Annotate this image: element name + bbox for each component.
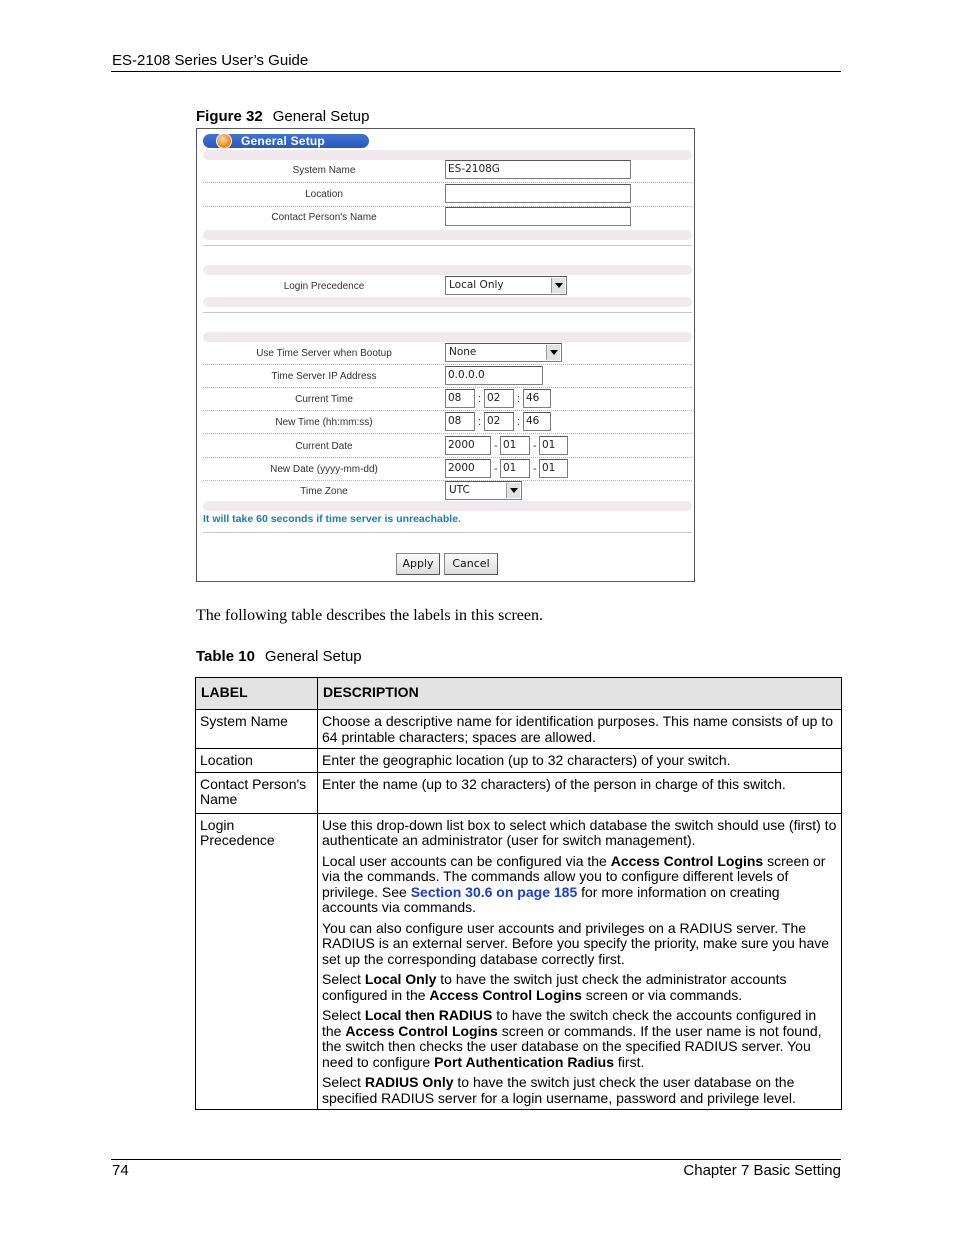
section-band	[203, 297, 692, 307]
table-row	[196, 772, 842, 813]
current-time-minute[interactable]: 02	[484, 389, 514, 408]
orange-orb-icon	[216, 133, 232, 149]
current-date-label: Current Date	[295, 441, 353, 452]
row-label: Login Precedence	[196, 813, 318, 1110]
table-caption	[196, 648, 362, 665]
row-divider	[203, 182, 692, 183]
panel-title: General Setup	[241, 134, 325, 148]
row-divider	[203, 457, 692, 458]
table-row	[196, 710, 842, 749]
table-row	[196, 749, 842, 773]
row-description: Enter the name (up to 32 characters) of the person in charge of this switch.	[318, 772, 842, 813]
time-zone-select[interactable]	[445, 481, 522, 500]
login-desc-p2	[322, 854, 837, 916]
new-time-label: New Time (hh:mm:ss)	[275, 417, 373, 428]
section-rule	[203, 312, 692, 313]
footer-rule	[111, 1159, 841, 1160]
login-precedence-select[interactable]	[445, 276, 567, 295]
location-label: Location	[305, 189, 343, 200]
figure-caption	[196, 108, 369, 125]
text-run: to have the switch check the accounts configured in the	[322, 1007, 817, 1039]
current-date-month[interactable]: 01	[500, 436, 530, 455]
date-dash: -	[494, 463, 498, 475]
current-time-second[interactable]: 46	[523, 389, 551, 408]
figure-number: Figure 32	[196, 108, 263, 125]
section-band	[203, 150, 692, 160]
login-precedence-value: Local Only	[449, 279, 504, 291]
date-dash: -	[533, 463, 537, 475]
row-divider	[203, 364, 692, 365]
text-run: Select	[322, 1074, 365, 1090]
section-link[interactable]: Section 30.6 on page 185	[410, 883, 578, 900]
login-desc-p6	[322, 1075, 837, 1106]
bold-term: Port Authentication Radius	[434, 1053, 615, 1070]
figure-title: General Setup	[272, 108, 370, 125]
section-band	[203, 501, 692, 511]
row-divider	[203, 410, 692, 411]
row-description	[318, 813, 842, 1110]
time-server-ip-input[interactable]: 0.0.0.0	[445, 366, 543, 385]
text-run: for more information on creating accounts via commands.	[322, 883, 780, 915]
section-band	[203, 332, 692, 342]
system-name-input[interactable]: ES-2108G	[445, 160, 631, 179]
time-server-label: Use Time Server when Bootup	[256, 348, 392, 359]
bold-term: Local Only	[364, 971, 437, 987]
text-run: Select	[322, 1007, 365, 1023]
bold-term: Local then RADIUS	[364, 1007, 493, 1023]
login-desc-p3: You can also configure user accounts and privileges on a RADIUS server. The RADIUS is an external server. Before you specify the priority, make sure you have set up the corresponding database correctly first.	[322, 919, 830, 967]
text-run: screen or via the commands. The commands allow you to configure different levels of privilege. See	[322, 852, 826, 900]
apply-button[interactable]: Apply	[396, 553, 440, 575]
row-label: Location	[196, 749, 318, 773]
new-date-day[interactable]: 01	[539, 459, 568, 478]
time-server-select[interactable]	[445, 343, 562, 362]
chevron-down-icon[interactable]	[506, 483, 520, 498]
intro-text: The following table describes the labels in this screen.	[196, 607, 544, 624]
contact-person-label: Contact Person's Name	[271, 212, 377, 223]
text-run: Local user accounts can be configured via the	[322, 852, 611, 869]
table-title: General Setup	[264, 648, 362, 665]
new-date-month[interactable]: 01	[500, 459, 530, 478]
new-date-year[interactable]: 2000	[445, 459, 491, 478]
row-label: Contact Person's Name	[196, 772, 318, 813]
text-run: first.	[614, 1053, 645, 1070]
login-desc-p1: Use this drop-down list box to select which database the switch should use (first) to authenticate an administrator (user for switch management).	[322, 816, 837, 848]
time-colon: :	[517, 393, 521, 405]
timeout-note: It will take 60 seconds if time server is unreachable.	[203, 513, 461, 525]
row-description: Choose a descriptive name for identification purposes. This name consists of up to 64 printable characters; spaces are allowed.	[318, 710, 842, 749]
section-rule	[203, 532, 692, 533]
row-label: System Name	[196, 710, 318, 749]
bold-term: Access Control Logins	[345, 1022, 498, 1039]
time-server-ip-label: Time Server IP Address	[271, 371, 377, 382]
chevron-down-icon[interactable]	[546, 345, 560, 360]
text-run: screen or via commands.	[581, 986, 743, 1003]
chapter-title: Chapter 7 Basic Setting	[683, 1162, 841, 1179]
column-header-label: LABEL	[196, 678, 318, 710]
text-run: to have the switch just check the user database on the specified RADIUS server for a login username, password and privilege level.	[322, 1074, 796, 1106]
location-input[interactable]	[445, 184, 631, 203]
time-colon: :	[478, 393, 482, 405]
new-date-label: New Date (yyyy-mm-dd)	[270, 464, 378, 475]
new-time-minute[interactable]: 02	[484, 412, 514, 431]
general-setup-panel	[196, 128, 695, 582]
date-dash: -	[494, 440, 498, 452]
bold-term: Access Control Logins	[429, 986, 582, 1003]
contact-person-input[interactable]	[445, 207, 631, 226]
login-desc-p5	[322, 1008, 837, 1070]
current-date-day[interactable]: 01	[539, 436, 568, 455]
row-description: Enter the geographic location (up to 32 characters) of your switch.	[318, 749, 842, 773]
column-header-description: DESCRIPTION	[318, 678, 842, 710]
page-number: 74	[112, 1162, 129, 1179]
current-time-label: Current Time	[295, 394, 353, 405]
system-name-label: System Name	[292, 165, 356, 176]
table-number: Table 10	[196, 648, 255, 665]
label-description-table	[195, 677, 842, 1110]
date-dash: -	[533, 440, 537, 452]
cancel-button[interactable]: Cancel	[444, 553, 498, 575]
time-zone-label: Time Zone	[300, 486, 348, 497]
row-divider	[203, 433, 692, 434]
chevron-down-icon[interactable]	[551, 278, 565, 293]
time-colon: :	[478, 416, 482, 428]
guide-title: ES-2108 Series User’s Guide	[112, 52, 309, 69]
header-rule	[111, 71, 841, 72]
bold-term: RADIUS Only	[364, 1074, 454, 1090]
new-time-second[interactable]: 46	[523, 412, 551, 431]
current-date-year[interactable]: 2000	[445, 436, 491, 455]
table-row	[196, 813, 842, 1110]
current-time-hour[interactable]: 08	[445, 389, 475, 408]
section-rule	[203, 245, 692, 246]
table-header-row	[196, 678, 842, 710]
text-run: Select	[322, 971, 365, 987]
section-band	[203, 265, 692, 275]
row-divider	[203, 387, 692, 388]
login-precedence-label: Login Precedence	[283, 281, 365, 292]
text-run: to have the switch just check the administrator accounts configured in the	[322, 971, 787, 1003]
time-zone-value: UTC	[449, 484, 470, 496]
time-colon: :	[517, 416, 521, 428]
new-time-hour[interactable]: 08	[445, 412, 475, 431]
bold-term: Access Control Logins	[610, 852, 764, 869]
time-server-value: None	[449, 346, 477, 358]
login-desc-p4	[322, 972, 837, 1003]
section-band	[203, 230, 692, 240]
panel-title-bar	[203, 134, 369, 148]
text-run: screen or commands. If the user name is not found, the switch then checks the user database on the specified RADIUS server. You need to configure	[322, 1022, 822, 1070]
